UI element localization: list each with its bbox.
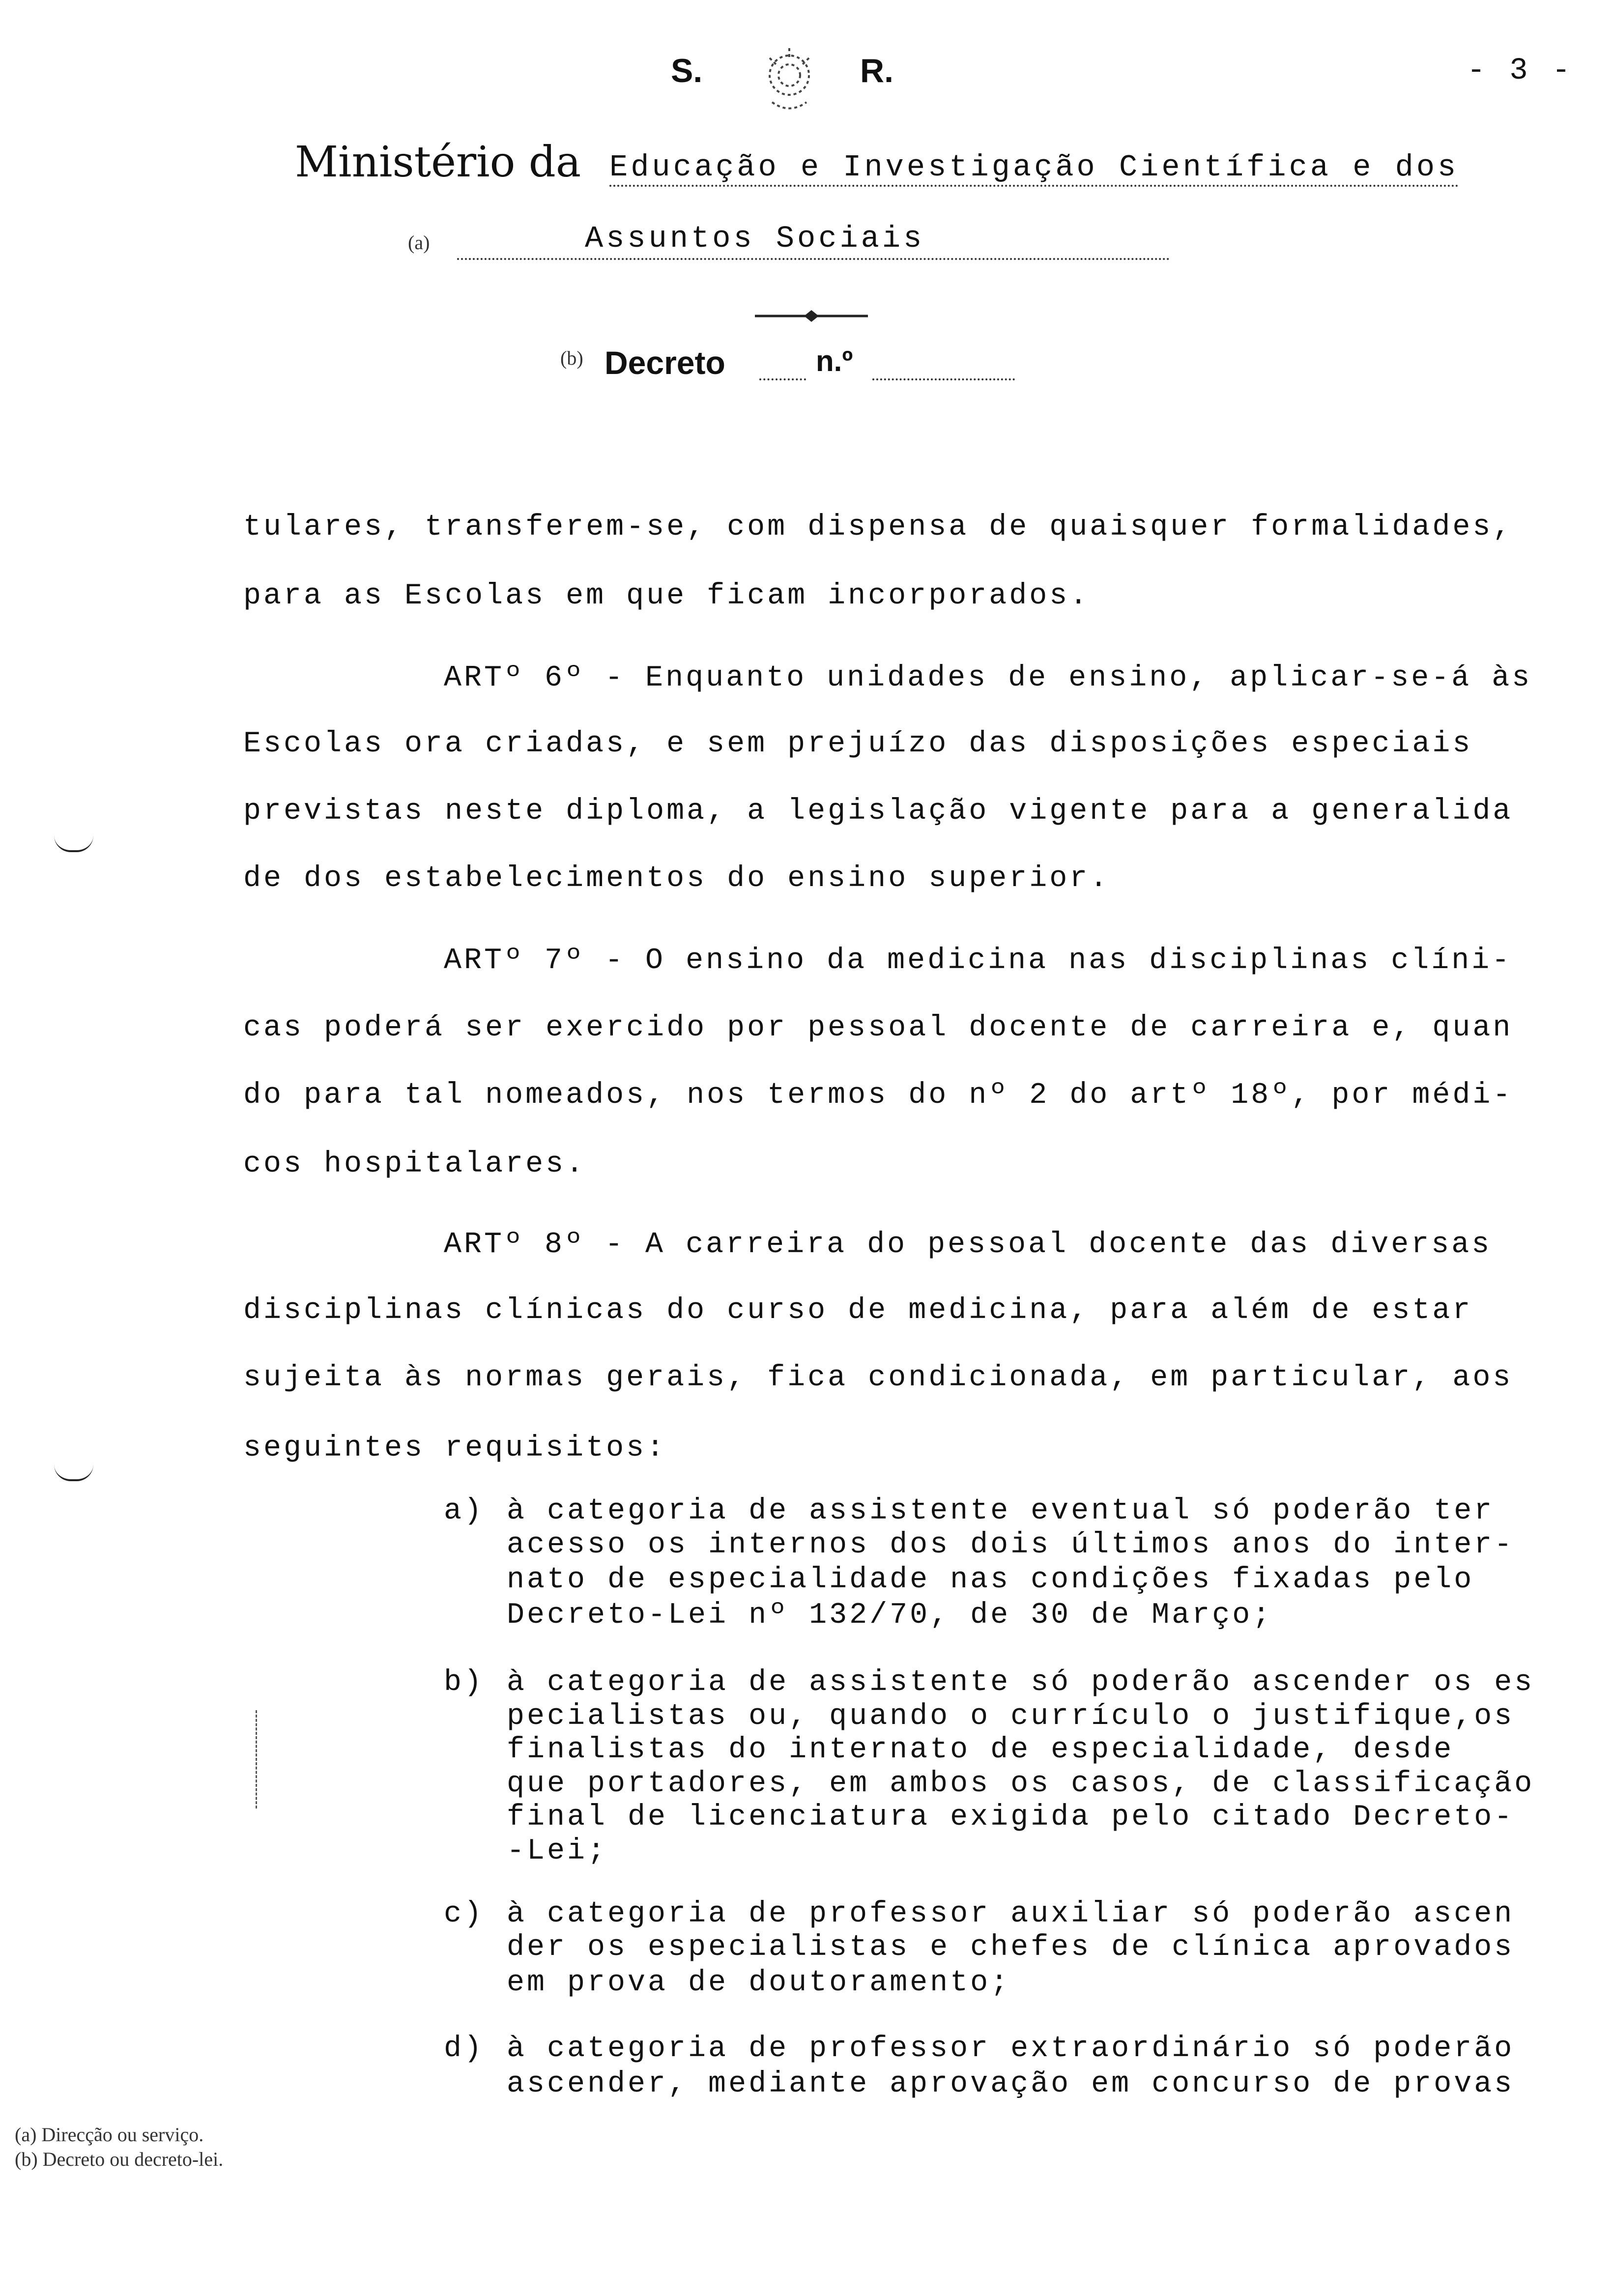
coat-of-arms-emblem (747, 34, 816, 108)
body-line: sujeita às normas gerais, fica condicionada, em particular, aos (243, 1361, 1513, 1395)
list-marker: b) (444, 1666, 485, 1699)
ornament-divider (747, 297, 860, 317)
footnote-a: (a) Direcção ou serviço. (15, 2124, 204, 2146)
header-letter-r: R. (860, 52, 893, 89)
body-line: de dos estabelecimentos do ensino superior. (243, 862, 1110, 895)
punch-hole-mark (54, 1464, 93, 1481)
decree-number-field (872, 378, 1015, 380)
number-label: n.º (816, 344, 853, 377)
list-marker: d) (444, 2032, 485, 2066)
list-item-line: à categoria de assistente eventual só poderão ter (507, 1494, 1495, 1528)
list-item-line: Decreto-Lei nº 132/70, de 30 de Março; (507, 1599, 1273, 1632)
list-item-line: em prova de doutoramento; (507, 1966, 1011, 2000)
list-item-line: à categoria de assistente só poderão ascender os es (507, 1666, 1535, 1699)
list-item-line: finalistas do internato de especialidade, desde (507, 1733, 1454, 1767)
body-line: ARTº 8º - A carreira do pessoal docente das diversas (444, 1228, 1492, 1262)
marker-b: (b) (560, 347, 583, 369)
list-item-line: acesso os internos dos dois últimos anos do inter- (507, 1528, 1515, 1562)
body-line: cos hospitalares. (243, 1148, 586, 1181)
list-item-line: nato de especialidade nas condições fixadas pelo (507, 1563, 1474, 1597)
ministry-name: Educação e Investigação Científica e dos (609, 150, 1459, 187)
list-marker: a) (444, 1494, 485, 1528)
body-line: previstas neste diploma, a legislação vigente para a generalida (243, 795, 1513, 828)
list-item-line: der os especialistas e chefes de clínica aprovados (507, 1931, 1515, 1964)
body-line: ARTº 7º - O ensino da medicina nas disciplinas clíni- (444, 944, 1512, 977)
list-item-line: à categoria de professor auxiliar só poderão ascen (507, 1897, 1515, 1931)
ministry-line2-dotted-rule (457, 258, 1170, 260)
footnote-b: (b) Decreto ou decreto-lei. (15, 2148, 224, 2170)
punch-hole-mark (54, 835, 93, 852)
body-line: Escolas ora criadas, e sem prejuízo das disposições especiais (243, 727, 1473, 761)
list-item-line: final de licenciatura exigida pelo citado Decreto- (507, 1801, 1515, 1834)
body-line: ARTº 6º - Enquanto unidades de ensino, aplicar-se-á às (444, 661, 1532, 695)
list-item-line: que portadores, em ambos os casos, de classificação (507, 1767, 1535, 1801)
body-line: tulares, transferem-se, com dispensa de quaisquer formalidades, (243, 511, 1513, 544)
decree-label: Decreto (604, 344, 725, 381)
header-letter-s: S. (671, 52, 703, 89)
page-number: - 3 - (1467, 53, 1574, 88)
list-item-line: pecialistas ou, quando o currículo o justifique,os (507, 1700, 1515, 1733)
decree-type-field (759, 378, 806, 380)
body-line: disciplinas clínicas do curso de medicina, para além de estar (243, 1294, 1473, 1327)
body-line: do para tal nomeados, nos termos do nº 2 do artº 18º, por médi- (243, 1079, 1513, 1112)
marker-a: (a) (408, 231, 430, 254)
body-line: para as Escolas em que ficam incorporados. (243, 579, 1090, 613)
body-line: cas poderá ser exercido por pessoal docente de carreira e, quan (243, 1011, 1513, 1045)
list-item-line: à categoria de professor extraordinário só poderão (507, 2032, 1515, 2066)
ministry-line2: Assuntos Sociais (585, 221, 925, 256)
ministry-prefix: Ministério da (295, 138, 581, 187)
margin-line-mark (256, 1710, 257, 1808)
list-item-line: -Lei; (507, 1835, 608, 1868)
body-line: seguintes requisitos: (243, 1432, 667, 1465)
list-item-line: ascender, mediante aprovação em concurso de provas (507, 2067, 1515, 2101)
list-marker: c) (444, 1897, 485, 1931)
